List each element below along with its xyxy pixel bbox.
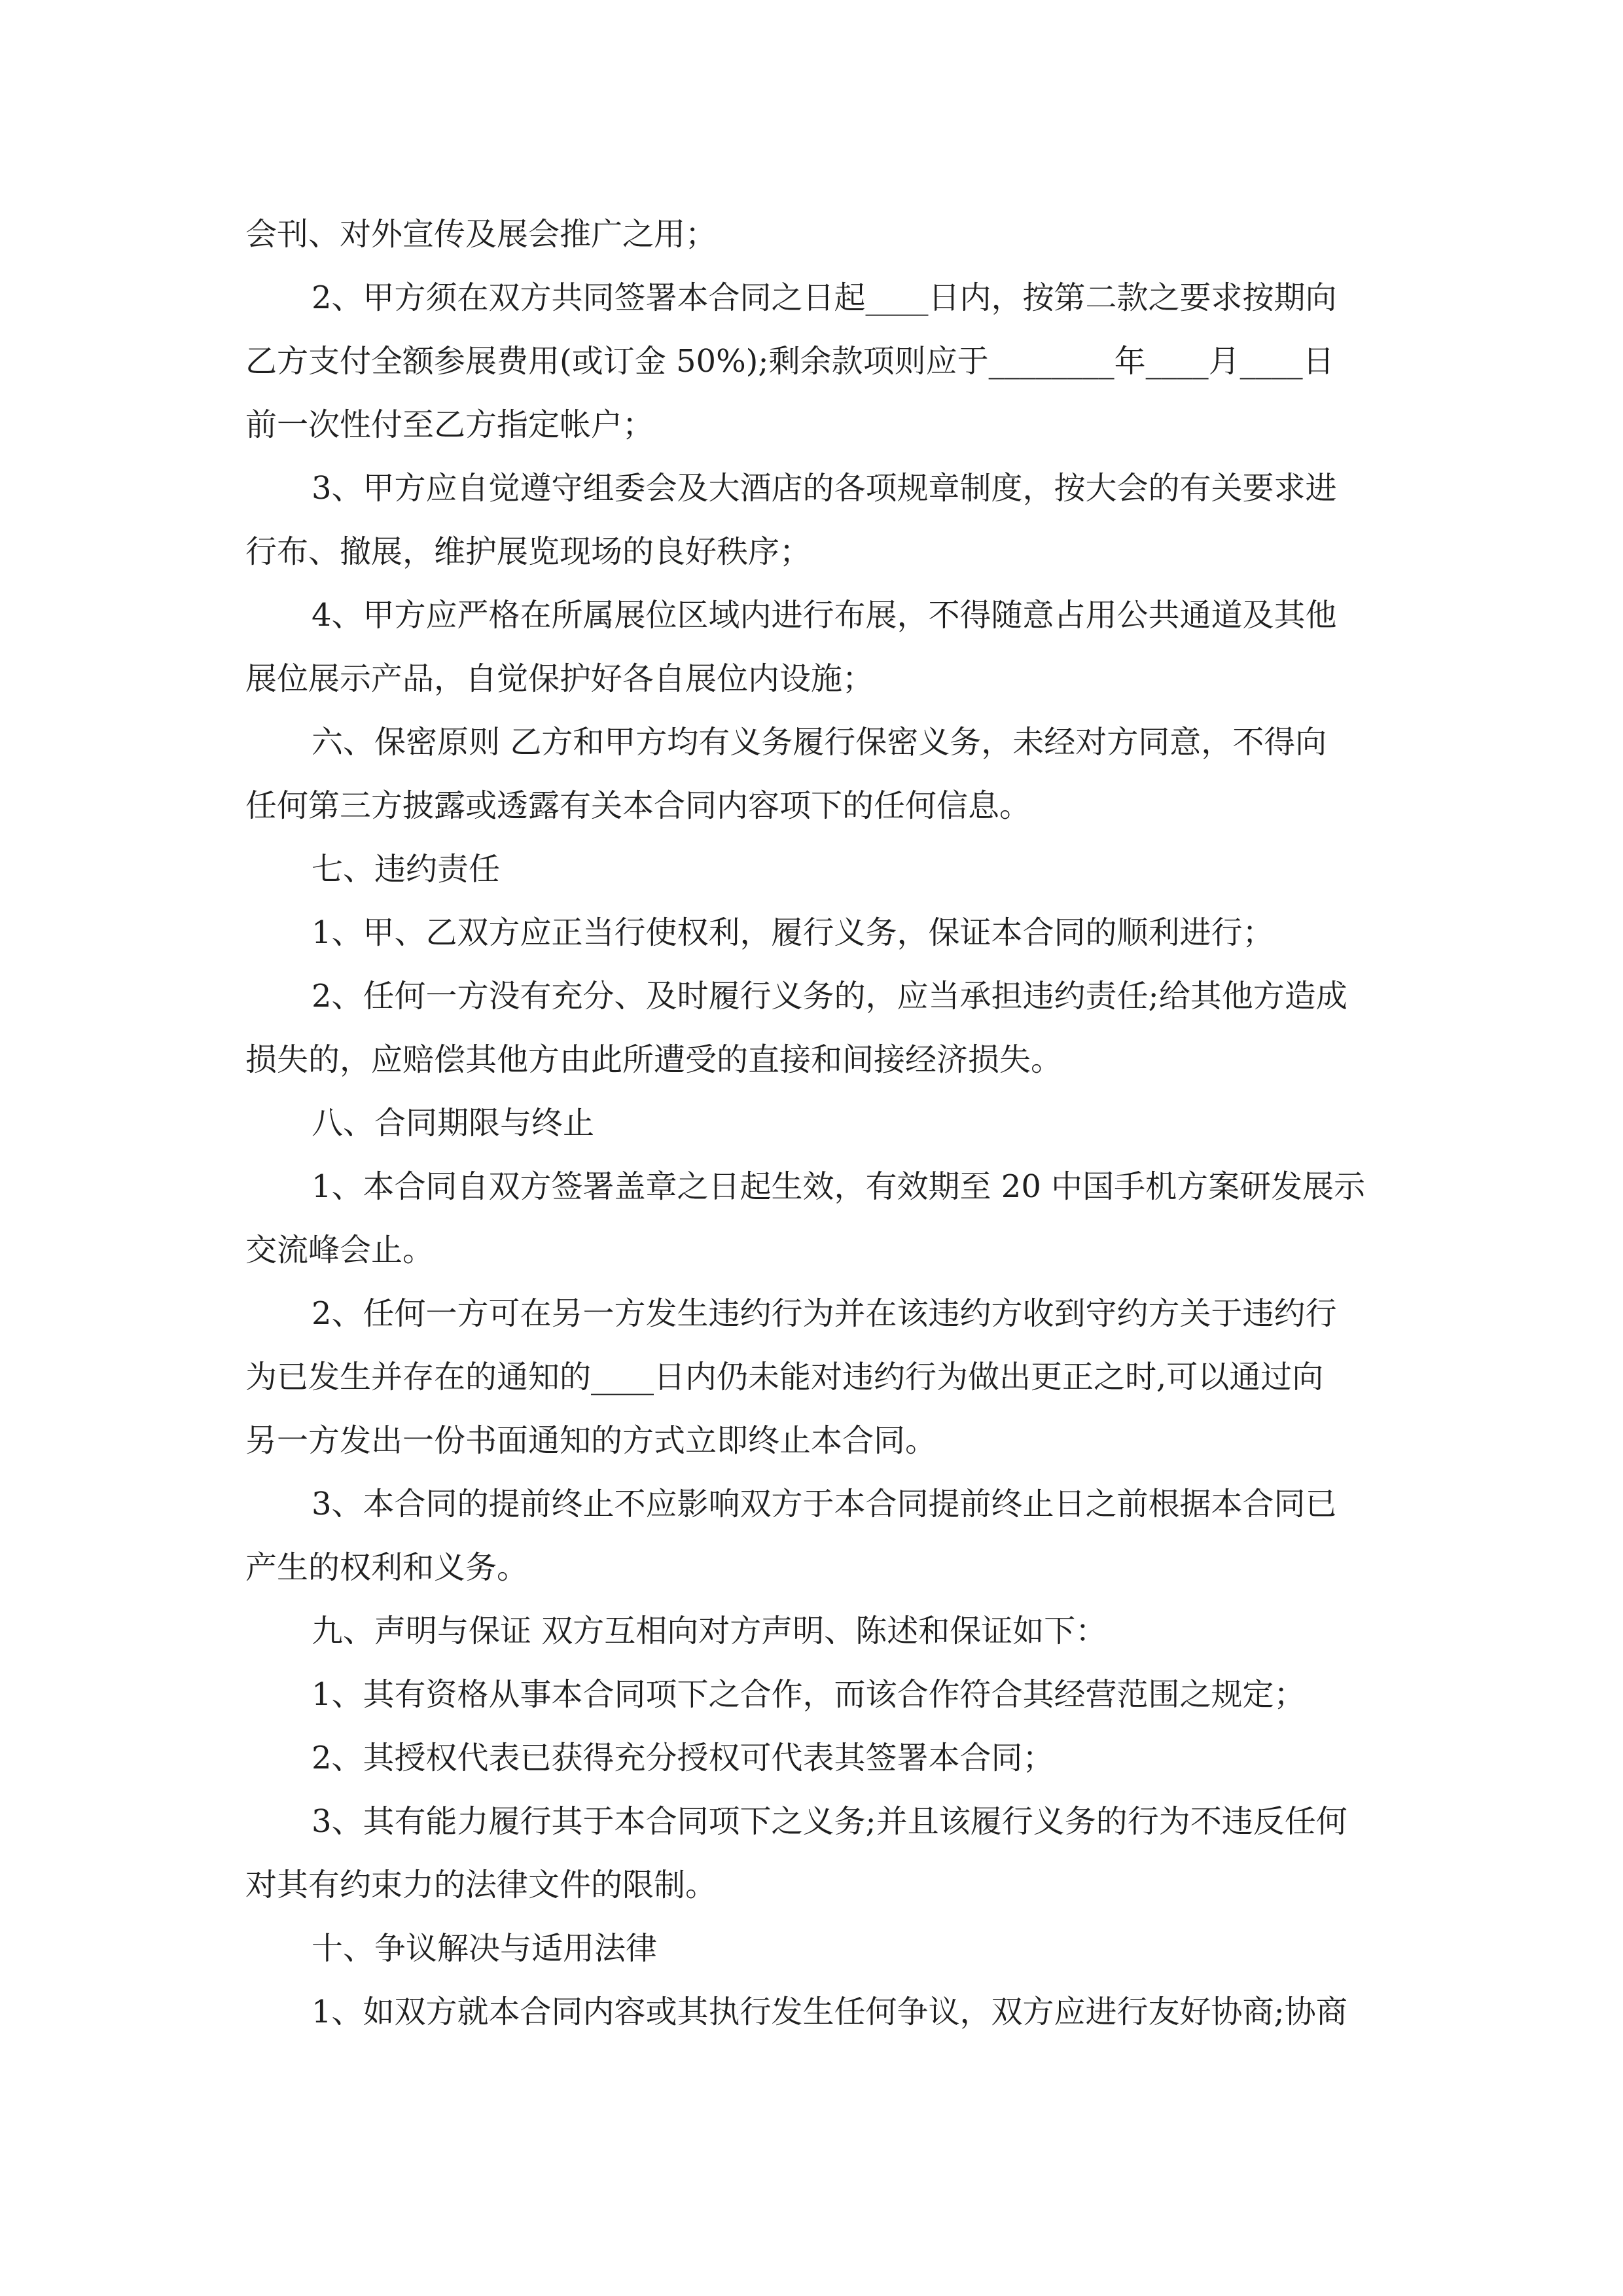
clause-paragraph-line: 4、甲方应严格在所属展位区域内进行布展，不得随意占用公共通道及其他 — [312, 597, 1337, 634]
text-line: 会刊、对外宣传及展会推广之用； — [245, 216, 717, 253]
text-line: 展位展示产品，自觉保护好各自展位内设施； — [245, 660, 874, 697]
clause-paragraph-line: 2、其授权代表已获得充分授权可代表其签署本合同； — [312, 1740, 1054, 1776]
text-line: 行布、撤展，维护展览现场的良好秩序； — [245, 533, 812, 570]
text-line: 另一方发出一份书面通知的方式立即终止本合同。 — [245, 1422, 937, 1459]
clause-paragraph-line: 3、甲方应自觉遵守组委会及大酒店的各项规章制度，按大会的有关要求进 — [312, 470, 1337, 507]
text-line: 对其有约束力的法律文件的限制。 — [245, 1867, 717, 1903]
text-line: 为已发生并存在的通知的____日内仍未能对违约行为做出更正之时,可以通过向 — [245, 1359, 1324, 1395]
section-heading-line: 六、保密原则 乙方和甲方均有义务履行保密义务，未经对方同意，不得向 — [312, 724, 1327, 761]
clause-paragraph-line: 2、任何一方没有充分、及时履行义务的，应当承担违约责任;给其他方造成 — [312, 978, 1347, 1014]
section-heading: 七、违约责任 — [312, 851, 501, 888]
text-line: 交流峰会止。 — [245, 1232, 435, 1268]
clause-paragraph-line: 2、任何一方可在另一方发生违约行为并在该违约方收到守约方关于违约行 — [312, 1295, 1337, 1332]
text-line: 损失的，应赔偿其他方由此所遭受的直接和间接经济损失。 — [245, 1041, 1063, 1078]
clause-paragraph-line: 3、其有能力履行其于本合同项下之义务;并且该履行义务的行为不违反任何 — [312, 1803, 1347, 1840]
clause-paragraph-line: 1、如双方就本合同内容或其执行发生任何争议，双方应进行友好协商;协商 — [312, 1994, 1347, 2030]
document-body — [245, 203, 1378, 2044]
clause-paragraph-line: 1、其有资格从事本合同项下之合作，而该合作符合其经营范围之规定； — [312, 1676, 1306, 1713]
text-line: 前一次性付至乙方指定帐户； — [245, 406, 654, 443]
text-line: 任何第三方披露或透露有关本合同内容项下的任何信息。 — [245, 787, 1031, 824]
text-line: 乙方支付全额参展费用(或订金 50%);剩余款项则应于________年____月____日 — [245, 343, 1334, 380]
text-line: 产生的权利和义务。 — [245, 1549, 529, 1586]
section-heading: 十、争议解决与适用法律 — [312, 1930, 658, 1967]
section-heading: 八、合同期限与终止 — [312, 1105, 595, 1141]
section-heading-line: 九、声明与保证 双方互相向对方声明、陈述和保证如下： — [312, 1613, 1107, 1649]
clause-paragraph-line: 3、本合同的提前终止不应影响双方于本合同提前终止日之前根据本合同已 — [312, 1486, 1337, 1522]
clause-paragraph-line: 1、甲、乙双方应正当行使权利，履行义务，保证本合同的顺利进行； — [312, 914, 1274, 951]
clause-paragraph-line: 1、本合同自双方签署盖章之日起生效，有效期至 20 中国手机方案研发展示 — [312, 1168, 1366, 1205]
clause-paragraph-line: 2、甲方须在双方共同签署本合同之日起____日内，按第二款之要求按期向 — [312, 279, 1337, 316]
